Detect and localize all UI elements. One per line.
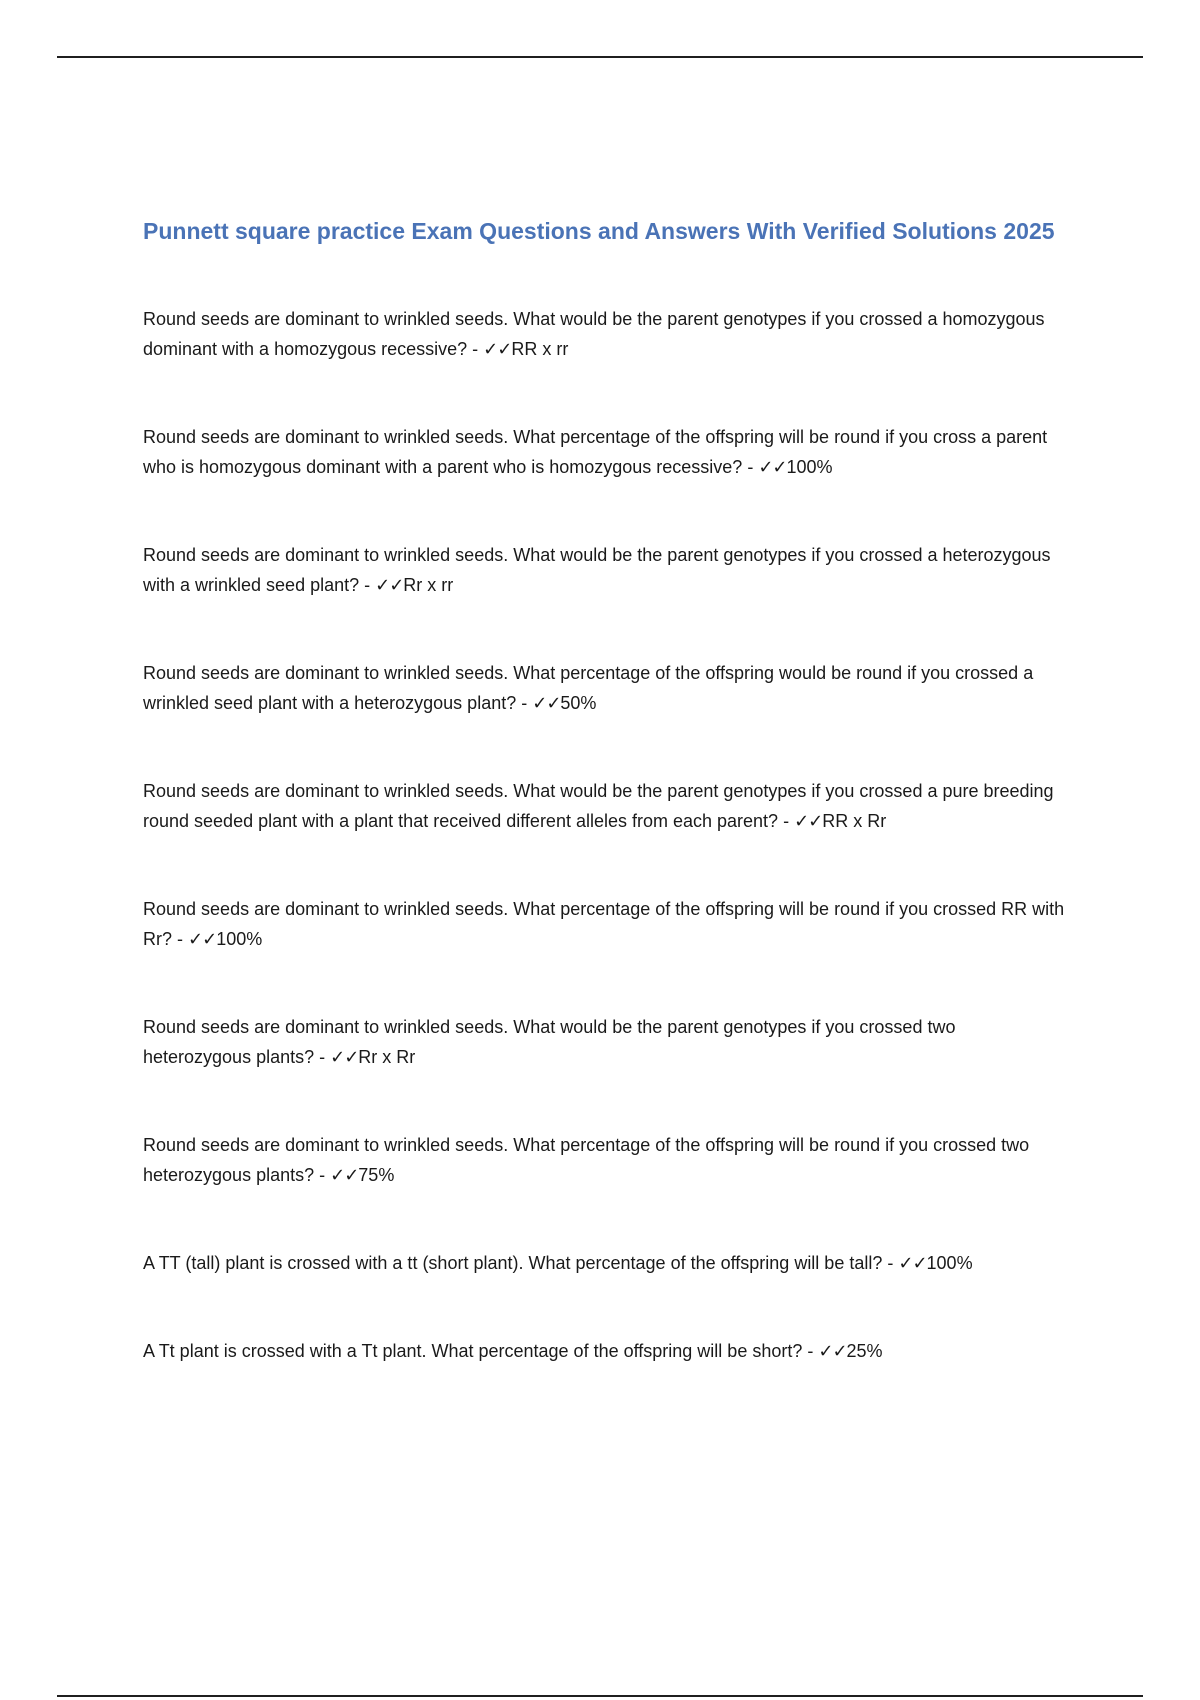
question-text: Round seeds are dominant to wrinkled seeds. What would be the parent genotypes if you crossed a homozygous dominant with a homozygous recessive? <box>143 309 1045 359</box>
question-text: Round seeds are dominant to wrinkled seeds. What percentage of the offspring will be round if you crossed two heterozygous plants? <box>143 1135 1030 1185</box>
double-check-icon: ✓✓ <box>330 1165 359 1185</box>
question-text: Round seeds are dominant to wrinkled seeds. What would be the parent genotypes if you crossed two heterozygous plants? <box>143 1017 956 1067</box>
question-text: A TT (tall) plant is crossed with a tt (short plant). What percentage of the offspring will be tall? <box>143 1253 883 1273</box>
qa-item <box>143 1248 1068 1278</box>
answer-separator: - <box>778 811 795 831</box>
qa-item <box>143 540 1068 600</box>
answer-separator: - <box>314 1047 331 1067</box>
qa-item <box>143 894 1068 954</box>
answer-text: RR x rr <box>511 339 569 359</box>
answer-separator: - <box>172 929 189 949</box>
bottom-rule <box>57 1695 1143 1697</box>
double-check-icon: ✓✓ <box>794 811 823 831</box>
answer-text: 100% <box>786 457 833 477</box>
qa-item <box>143 1130 1068 1190</box>
double-check-icon: ✓✓ <box>483 339 512 359</box>
answer-separator: - <box>359 575 376 595</box>
qa-item <box>143 658 1068 718</box>
qa-item <box>143 304 1068 364</box>
double-check-icon: ✓✓ <box>375 575 404 595</box>
qa-item <box>143 1012 1068 1072</box>
question-text: Round seeds are dominant to wrinkled seeds. What percentage of the offspring would be round if you crossed a wrinkled seed plant with a heterozygous plant? <box>143 663 1034 713</box>
answer-text: Rr x rr <box>403 575 454 595</box>
answer-separator: - <box>742 457 759 477</box>
answer-text: 100% <box>926 1253 973 1273</box>
answer-separator: - <box>882 1253 899 1273</box>
document-body <box>143 214 1068 1424</box>
double-check-icon: ✓✓ <box>188 929 217 949</box>
question-text: Round seeds are dominant to wrinkled seeds. What would be the parent genotypes if you crossed a pure breeding round seeded plant with a plant that received different alleles from each parent? <box>143 781 1054 831</box>
answer-text: 50% <box>560 693 597 713</box>
answer-text: RR x Rr <box>822 811 887 831</box>
answer-text: 75% <box>358 1165 395 1185</box>
double-check-icon: ✓✓ <box>818 1341 847 1361</box>
answer-text: Rr x Rr <box>358 1047 416 1067</box>
answer-separator: - <box>467 339 484 359</box>
question-text: Round seeds are dominant to wrinkled seeds. What would be the parent genotypes if you crossed a heterozygous with a wrinkled seed plant? <box>143 545 1051 595</box>
answer-separator: - <box>516 693 533 713</box>
double-check-icon: ✓✓ <box>532 693 561 713</box>
qa-item <box>143 1336 1068 1366</box>
question-text: A Tt plant is crossed with a Tt plant. What percentage of the offspring will be short? <box>143 1341 803 1361</box>
double-check-icon: ✓✓ <box>898 1253 927 1273</box>
answer-separator: - <box>314 1165 331 1185</box>
answer-text: 100% <box>216 929 263 949</box>
answer-text: 25% <box>846 1341 883 1361</box>
question-text: Round seeds are dominant to wrinkled seeds. What percentage of the offspring will be round if you crossed RR with Rr? <box>143 899 1065 949</box>
qa-item <box>143 422 1068 482</box>
double-check-icon: ✓✓ <box>758 457 787 477</box>
double-check-icon: ✓✓ <box>330 1047 359 1067</box>
question-text: Round seeds are dominant to wrinkled seeds. What percentage of the offspring will be round if you cross a parent who is homozygous dominant with a parent who is homozygous recessive? <box>143 427 1048 477</box>
qa-list <box>143 304 1068 1366</box>
top-rule <box>57 56 1143 58</box>
answer-separator: - <box>802 1341 819 1361</box>
document-title: Punnett square practice Exam Questions and Answers With Verified Solutions 2025 <box>143 218 1055 244</box>
qa-item <box>143 776 1068 836</box>
